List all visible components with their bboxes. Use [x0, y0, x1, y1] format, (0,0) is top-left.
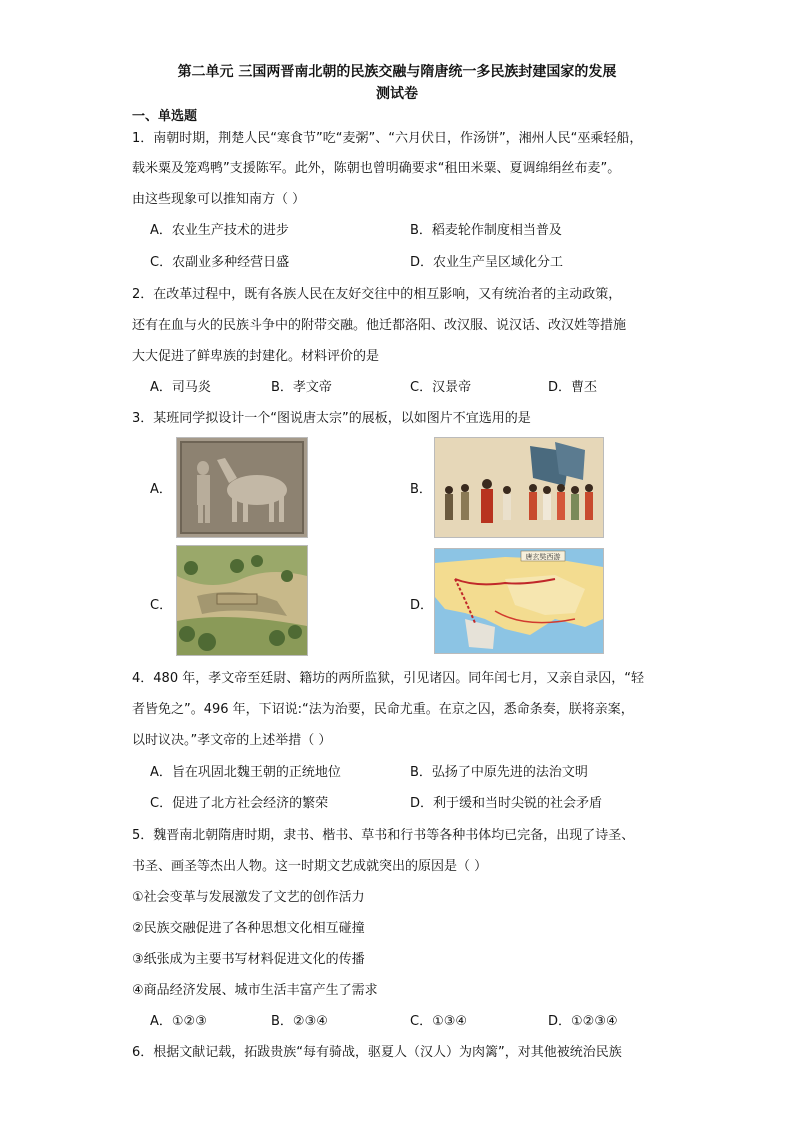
q3-line-1: 3．某班同学拟设计一个“图说唐太宗”的展板，以如图片不宜选用的是: [132, 411, 531, 426]
route-map-image: [434, 548, 604, 654]
q5-line-1: 5．魏晋南北朝隋唐时期，隶书、楷书、草书和行书等各种书体均已完备，出现了诗圣、: [132, 828, 635, 843]
q5-item-2: ②民族交融促进了各种思想文化相互碰撞: [132, 921, 365, 936]
q5-option-d: D．①②③④: [548, 1014, 618, 1029]
q1-option-a: A．农业生产技术的进步: [150, 223, 289, 238]
q3-label-a: A．: [150, 482, 172, 497]
q5-option-a: A．①②③: [150, 1014, 207, 1029]
q1-option-c: C．农副业多种经营日盛: [150, 255, 290, 270]
section-heading: 一、单选题: [132, 109, 198, 124]
q2-line-1: 2．在改革过程中，既有各族人民在友好交往中的相互影响，又有统治者的主动政策，: [132, 287, 622, 302]
q5-item-3: ③纸张成为主要书写材料促进文化的传播: [132, 952, 365, 967]
q6-line-1: 6．根据文献记载，拓跋贵族“每有骑战，驱夏人（汉人）为肉篱”，对其他被统治民族: [132, 1045, 622, 1060]
q5-item-4: ④商品经济发展、城市生活丰富产生了需求: [132, 983, 378, 998]
q1-option-d: D．农业生产呈区域化分工: [410, 255, 564, 270]
landscape-painting-image: [176, 545, 308, 656]
q4-option-b: B．弘扬了中原先进的法治文明: [410, 765, 588, 780]
stone-relief-horse-image: [176, 437, 308, 538]
q3-label-d: D．: [410, 598, 434, 613]
q2-option-b: B．孝文帝: [271, 380, 332, 395]
q2-line-3: 大大促进了鲜卑族的封建化。材料评价的是: [132, 349, 380, 364]
q3-label-c: C．: [150, 598, 173, 613]
q4-option-d: D．利于缓和当时尖锐的社会矛盾: [410, 796, 603, 811]
q2-option-a: A．司马炎: [150, 380, 211, 395]
document-title: 第二单元 三国两晋南北朝的民族交融与隋唐统一多民族封建国家的发展: [177, 64, 617, 80]
court-painting-image: [434, 437, 604, 538]
map-caption: 唐玄奘西游: [525, 553, 561, 561]
q4-option-c: C．促进了北方社会经济的繁荣: [150, 796, 329, 811]
q5-item-1: ①社会变革与发展激发了文艺的创作活力: [132, 890, 365, 905]
q3-label-b: B．: [410, 482, 432, 497]
q1-option-b: B．稻麦轮作制度相当普及: [410, 223, 562, 238]
q1-line-1: 1．南朝时期，荆楚人民“寒食节”吃“麦粥”、“六月伏日，作汤饼”，湘州人民“巫乘轻船，: [132, 131, 643, 146]
q5-option-b: B．②③④: [271, 1014, 328, 1029]
q2-option-d: D．曹丕: [548, 380, 598, 395]
q5-line-2: 书圣、画圣等杰出人物。这一时期文艺成就突出的原因是（ ）: [132, 859, 488, 874]
q1-line-2: 载米粟及笼鸡鸭”支援陈军。此外，陈朝也曾明确要求“租田米粟、夏调绵绢丝布麦”。: [132, 161, 621, 176]
q2-line-2: 还有在血与火的民族斗争中的附带交融。他迁都洛阳、改汉服、说汉话、改汉姓等措施: [132, 318, 627, 333]
q1-line-3: 由这些现象可以推知南方（ ）: [132, 192, 306, 207]
q4-option-a: A．旨在巩固北魏王朝的正统地位: [150, 765, 341, 780]
q4-line-1: 4．480 年，孝文帝至廷尉、籍坊的两所监狱，引见诸囚。同年闰七月，又亲自录囚，“轻: [132, 671, 644, 686]
q5-option-c: C．①③④: [410, 1014, 468, 1029]
q2-option-c: C．汉景帝: [410, 380, 472, 395]
document-subtitle: 测试卷: [376, 86, 418, 102]
q4-line-3: 以时议决。”孝文帝的上述举措（ ）: [132, 733, 332, 748]
q4-line-2: 者皆免之”。496 年，下诏说:“法为治要，民命尤重。在京之囚，悉命条奏，朕将亲案，: [132, 702, 634, 717]
